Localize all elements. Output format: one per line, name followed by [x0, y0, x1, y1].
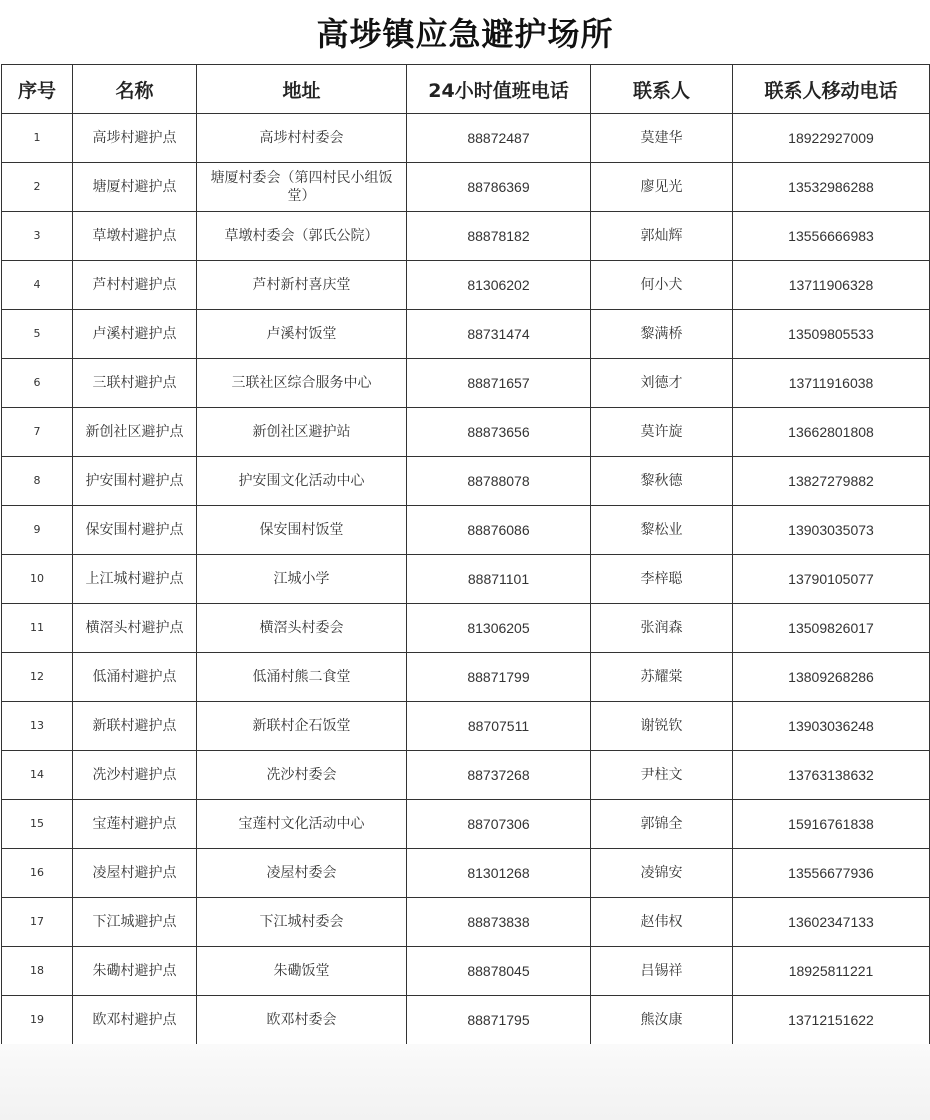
table-row	[2, 751, 930, 800]
cell-index: 4	[2, 261, 73, 310]
cell-name: 卢溪村避护点	[73, 310, 197, 359]
cell-duty-phone: 88737268	[407, 751, 591, 800]
cell-address: 护安围文化活动中心	[197, 457, 407, 506]
cell-contact: 凌锦安	[591, 849, 733, 898]
cell-mobile: 13827279882	[733, 457, 930, 506]
bottom-blank-area	[0, 1044, 930, 1120]
table-row	[2, 310, 930, 359]
table-row	[2, 947, 930, 996]
cell-name: 低涌村避护点	[73, 653, 197, 702]
cell-mobile: 13711906328	[733, 261, 930, 310]
cell-duty-phone: 88871657	[407, 359, 591, 408]
header-duty-phone: 24小时值班电话	[407, 65, 591, 114]
header-name: 名称	[73, 65, 197, 114]
table-row	[2, 800, 930, 849]
cell-mobile: 13509826017	[733, 604, 930, 653]
cell-name: 保安围村避护点	[73, 506, 197, 555]
cell-mobile: 13903035073	[733, 506, 930, 555]
cell-address: 草墩村委会（郭氏公院）	[197, 212, 407, 261]
cell-duty-phone: 88873656	[407, 408, 591, 457]
table-row	[2, 653, 930, 702]
cell-contact: 李梓聪	[591, 555, 733, 604]
cell-mobile: 13712151622	[733, 996, 930, 1045]
cell-address: 下江城村委会	[197, 898, 407, 947]
shelter-table	[1, 64, 930, 1045]
cell-address: 塘厦村委会（第四村民小组饭堂）	[197, 163, 407, 212]
cell-index: 5	[2, 310, 73, 359]
cell-index: 6	[2, 359, 73, 408]
cell-index: 17	[2, 898, 73, 947]
cell-mobile: 13790105077	[733, 555, 930, 604]
cell-duty-phone: 88878182	[407, 212, 591, 261]
cell-contact: 谢锐钦	[591, 702, 733, 751]
cell-index: 12	[2, 653, 73, 702]
cell-mobile: 13556666983	[733, 212, 930, 261]
cell-contact: 赵伟权	[591, 898, 733, 947]
cell-address: 宝莲村文化活动中心	[197, 800, 407, 849]
table-row	[2, 457, 930, 506]
cell-mobile: 13556677936	[733, 849, 930, 898]
cell-mobile: 13809268286	[733, 653, 930, 702]
cell-contact: 何小犬	[591, 261, 733, 310]
table-row	[2, 114, 930, 163]
cell-address: 横滘头村委会	[197, 604, 407, 653]
cell-mobile: 18925811221	[733, 947, 930, 996]
cell-index: 8	[2, 457, 73, 506]
table-row	[2, 604, 930, 653]
cell-mobile: 13532986288	[733, 163, 930, 212]
cell-index: 19	[2, 996, 73, 1045]
table-row	[2, 506, 930, 555]
cell-duty-phone: 88731474	[407, 310, 591, 359]
table-row	[2, 898, 930, 947]
cell-address: 凌屋村委会	[197, 849, 407, 898]
cell-name: 冼沙村避护点	[73, 751, 197, 800]
cell-mobile: 18922927009	[733, 114, 930, 163]
cell-duty-phone: 88871799	[407, 653, 591, 702]
cell-contact: 郭灿辉	[591, 212, 733, 261]
cell-contact: 莫建华	[591, 114, 733, 163]
cell-duty-phone: 88871795	[407, 996, 591, 1045]
cell-contact: 张润森	[591, 604, 733, 653]
cell-name: 三联村避护点	[73, 359, 197, 408]
cell-address: 卢溪村饭堂	[197, 310, 407, 359]
cell-index: 9	[2, 506, 73, 555]
cell-address: 新联村企石饭堂	[197, 702, 407, 751]
table-row	[2, 212, 930, 261]
cell-name: 欧邓村避护点	[73, 996, 197, 1045]
cell-contact: 黎满桥	[591, 310, 733, 359]
table-row	[2, 261, 930, 310]
cell-name: 凌屋村避护点	[73, 849, 197, 898]
cell-address: 朱磡饭堂	[197, 947, 407, 996]
cell-name: 下江城避护点	[73, 898, 197, 947]
cell-duty-phone: 88788078	[407, 457, 591, 506]
cell-duty-phone: 88707511	[407, 702, 591, 751]
cell-contact: 吕锡祥	[591, 947, 733, 996]
table-row	[2, 555, 930, 604]
cell-name: 朱磡村避护点	[73, 947, 197, 996]
cell-index: 13	[2, 702, 73, 751]
cell-index: 15	[2, 800, 73, 849]
cell-index: 10	[2, 555, 73, 604]
cell-name: 护安围村避护点	[73, 457, 197, 506]
cell-index: 16	[2, 849, 73, 898]
cell-duty-phone: 88786369	[407, 163, 591, 212]
table-row	[2, 849, 930, 898]
cell-name: 横滘头村避护点	[73, 604, 197, 653]
cell-address: 江城小学	[197, 555, 407, 604]
cell-address: 三联社区综合服务中心	[197, 359, 407, 408]
cell-name: 塘厦村避护点	[73, 163, 197, 212]
cell-duty-phone: 88876086	[407, 506, 591, 555]
cell-duty-phone: 81301268	[407, 849, 591, 898]
cell-contact: 莫许旋	[591, 408, 733, 457]
table-row	[2, 702, 930, 751]
cell-mobile: 15916761838	[733, 800, 930, 849]
cell-address: 冼沙村委会	[197, 751, 407, 800]
cell-mobile: 13509805533	[733, 310, 930, 359]
cell-index: 11	[2, 604, 73, 653]
cell-name: 新创社区避护点	[73, 408, 197, 457]
cell-contact: 苏耀棠	[591, 653, 733, 702]
cell-name: 高埗村避护点	[73, 114, 197, 163]
cell-contact: 黎秋德	[591, 457, 733, 506]
cell-address: 保安围村饭堂	[197, 506, 407, 555]
cell-name: 上江城村避护点	[73, 555, 197, 604]
cell-mobile: 13662801808	[733, 408, 930, 457]
cell-index: 2	[2, 163, 73, 212]
header-address: 地址	[197, 65, 407, 114]
cell-name: 芦村村避护点	[73, 261, 197, 310]
cell-address: 高埗村村委会	[197, 114, 407, 163]
cell-address: 芦村新村喜庆堂	[197, 261, 407, 310]
cell-address: 新创社区避护站	[197, 408, 407, 457]
table-row	[2, 163, 930, 212]
cell-mobile: 13602347133	[733, 898, 930, 947]
cell-index: 18	[2, 947, 73, 996]
cell-mobile: 13763138632	[733, 751, 930, 800]
cell-duty-phone: 88872487	[407, 114, 591, 163]
table-row	[2, 408, 930, 457]
cell-name: 新联村避护点	[73, 702, 197, 751]
table-row	[2, 359, 930, 408]
cell-mobile: 13903036248	[733, 702, 930, 751]
cell-contact: 刘德才	[591, 359, 733, 408]
cell-index: 14	[2, 751, 73, 800]
cell-address: 低涌村熊二食堂	[197, 653, 407, 702]
cell-duty-phone: 88873838	[407, 898, 591, 947]
cell-index: 3	[2, 212, 73, 261]
cell-contact: 廖见光	[591, 163, 733, 212]
cell-name: 宝莲村避护点	[73, 800, 197, 849]
cell-duty-phone: 81306202	[407, 261, 591, 310]
header-contact: 联系人	[591, 65, 733, 114]
cell-index: 1	[2, 114, 73, 163]
cell-contact: 郭锦全	[591, 800, 733, 849]
header-row	[2, 65, 930, 114]
cell-duty-phone: 81306205	[407, 604, 591, 653]
cell-address: 欧邓村委会	[197, 996, 407, 1045]
page-title: 高埗镇应急避护场所	[316, 15, 614, 53]
cell-contact: 黎松业	[591, 506, 733, 555]
cell-duty-phone: 88871101	[407, 555, 591, 604]
cell-contact: 熊汝康	[591, 996, 733, 1045]
cell-index: 7	[2, 408, 73, 457]
cell-name: 草墩村避护点	[73, 212, 197, 261]
table-row	[2, 996, 930, 1045]
cell-duty-phone: 88878045	[407, 947, 591, 996]
cell-duty-phone: 88707306	[407, 800, 591, 849]
header-index: 序号	[2, 65, 73, 114]
cell-mobile: 13711916038	[733, 359, 930, 408]
header-mobile: 联系人移动电话	[733, 65, 930, 114]
cell-contact: 尹柱文	[591, 751, 733, 800]
